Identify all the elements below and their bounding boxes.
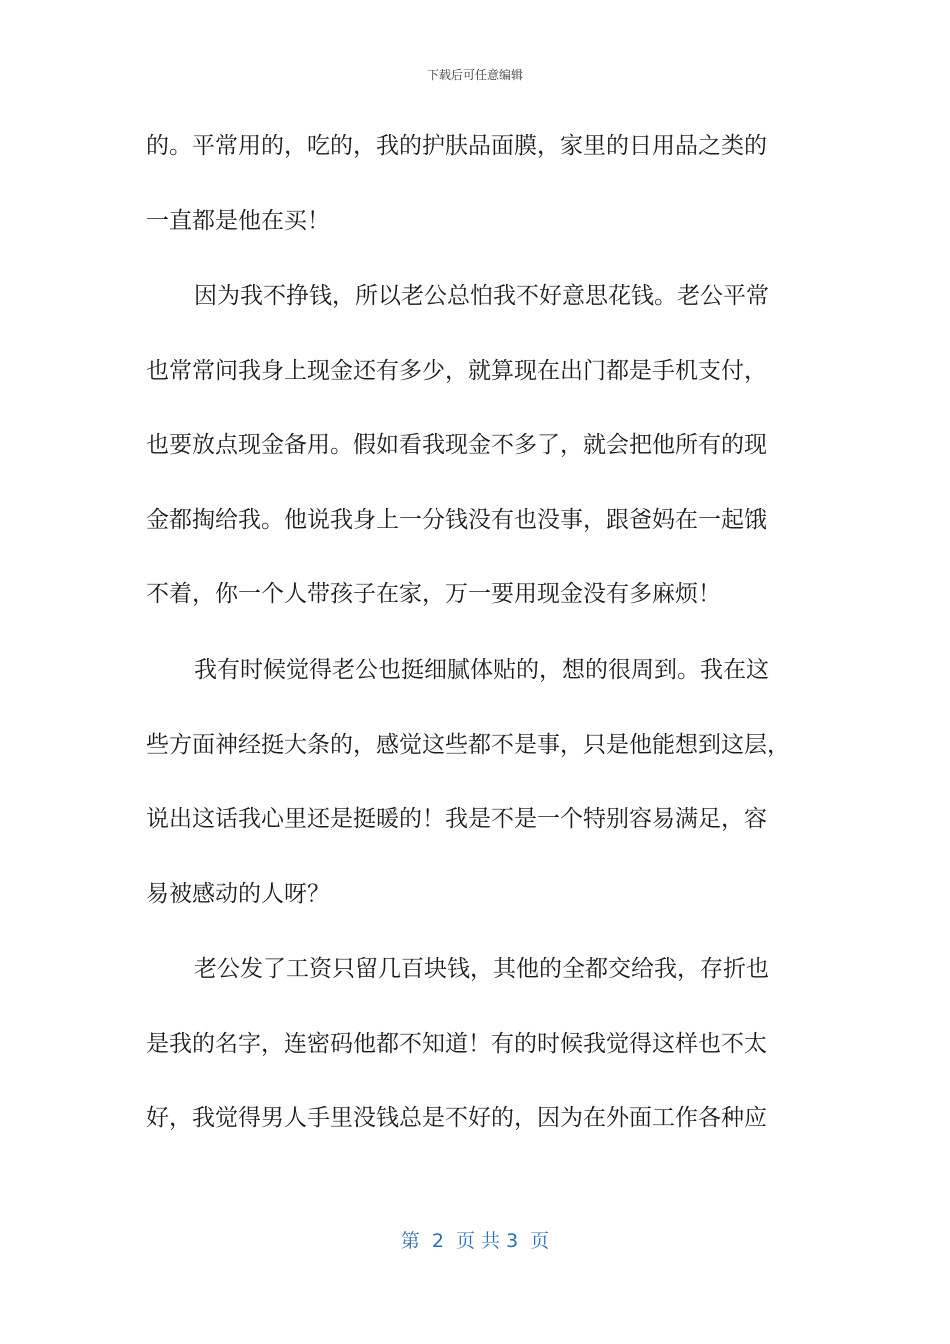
body-line-9: 些方面神经挺大条的，感觉这些都不是事，只是他能想到这层， [146,732,790,758]
body-line-7: 不着，你一个人带孩子在家，万一要用现金没有多麻烦！ [146,581,721,607]
body-line-11: 易被感动的人呀？ [146,881,330,907]
body-line-2: 一直都是他在买！ [146,208,330,234]
body-line-4: 也常常问我身上现金还有多少，就算现在出门都是手机支付， [146,358,767,384]
body-line-3: 因为我不挣钱，所以老公总怕我不好意思花钱。老公平常 [194,283,769,309]
body-line-8: 我有时候觉得老公也挺细腻体贴的，想的很周到。我在这 [194,657,769,683]
body-line-13: 是我的名字，连密码他都不知道！有的时候我觉得这样也不太 [146,1031,767,1057]
body-line-10: 说出这话我心里还是挺暖的！我是不是一个特别容易满足，容 [146,806,767,832]
header-note: 下载后可任意编辑 [426,68,523,82]
body-line-12: 老公发了工资只留几百块钱，其他的全都交给我，存折也 [194,956,769,982]
body-line-6: 金都掏给我。他说我身上一分钱没有也没事，跟爸妈在一起饿 [146,507,767,533]
body-line-14: 好，我觉得男人手里没钱总是不好的，因为在外面工作各种应 [146,1105,767,1131]
body-line-5: 也要放点现金备用。假如看我现金不多了，就会把他所有的现 [146,432,767,458]
body-line-1: 的。平常用的，吃的，我的护肤品面膜，家里的日用品之类的 [146,133,767,159]
page-number-footer: 第 2 页 共 3 页 [400,1230,550,1252]
